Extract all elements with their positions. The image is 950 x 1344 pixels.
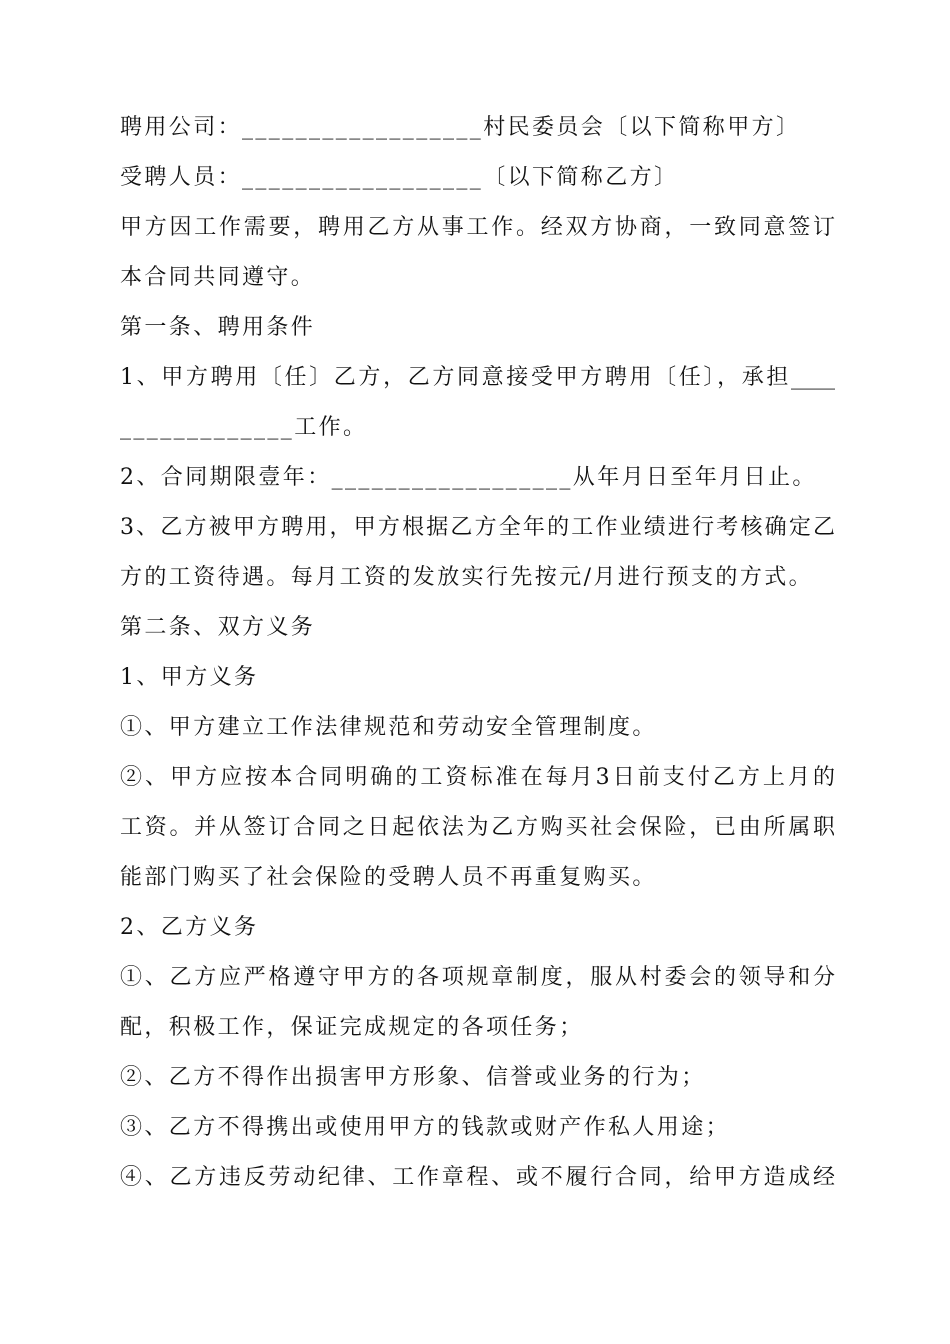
clause-line: ③、乙方不得携出或使用甲方的钱款或财产作私人用途； [120, 1115, 731, 1140]
subsection-heading: 1、甲方义务 [120, 665, 259, 690]
clause-line: 配，积极工作，保证完成规定的各项任务； [120, 1015, 584, 1040]
clause-line: 方的工资待遇。每月工资的发放实行先按元/月进行预支的方式。 [120, 565, 814, 590]
clause-line: ①、乙方应严格遵守甲方的各项规章制度，服从村委会的领导和分 [120, 965, 835, 990]
employer-line: 聘用公司：__________________村民委员会〔以下简称甲方〕 [120, 115, 801, 140]
clause-line: _____________工作。 [120, 415, 368, 440]
clause-line: 3、乙方被甲方聘用，甲方根据乙方全年的工作业绩进行考核确定乙 [120, 515, 835, 540]
contract-body [120, 103, 835, 1203]
clause-line: 2、合同期限壹年：__________________从年月日至年月日止。 [120, 465, 817, 490]
clause-line: 能部门购买了社会保险的受聘人员不再重复购买。 [120, 865, 657, 890]
clause-line: 工资。并从签订合同之日起依法为乙方购买社会保险，已由所属职 [120, 815, 835, 840]
clause-line: 1、甲方聘用〔任〕乙方，乙方同意接受甲方聘用〔任〕，承担____ [120, 365, 835, 390]
employee-line: 受聘人员：__________________〔以下简称乙方〕 [120, 165, 679, 190]
section-heading: 第二条、双方义务 [120, 615, 316, 640]
section-heading: 第一条、聘用条件 [120, 315, 316, 340]
subsection-heading: 2、乙方义务 [120, 915, 259, 940]
clause-line: ①、甲方建立工作法律规范和劳动安全管理制度。 [120, 715, 657, 740]
clause-line: ②、乙方不得作出损害甲方形象、信誉或业务的行为； [120, 1065, 706, 1090]
clause-line: ②、甲方应按本合同明确的工资标准在每月3日前支付乙方上月的 [120, 765, 835, 790]
paragraph-line: 本合同共同遵守。 [120, 265, 316, 290]
paragraph-line: 甲方因工作需要，聘用乙方从事工作。经双方协商，一致同意签订 [120, 215, 835, 240]
clause-line: ④、乙方违反劳动纪律、工作章程、或不履行合同，给甲方造成经 [120, 1165, 835, 1190]
